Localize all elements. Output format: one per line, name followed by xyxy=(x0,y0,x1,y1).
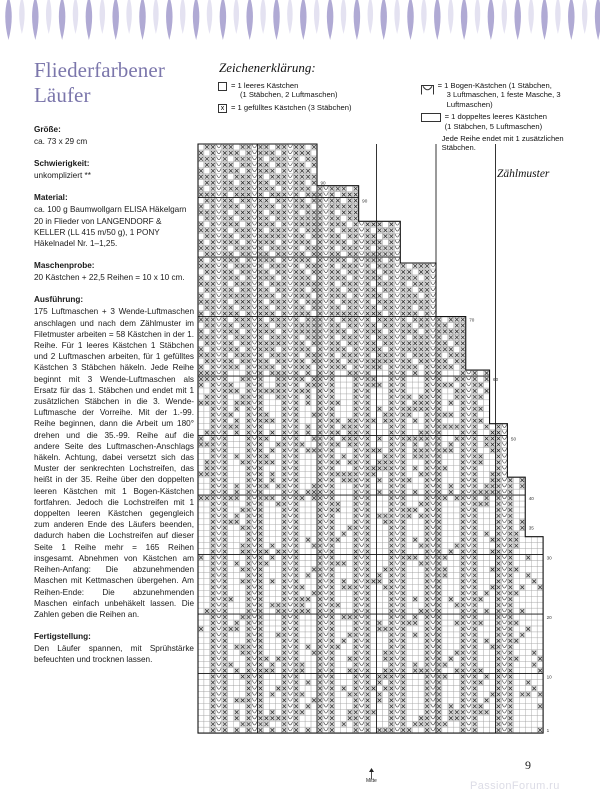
chart-grid xyxy=(196,142,596,762)
page-title xyxy=(34,58,194,108)
filled-x-box-icon: x xyxy=(218,104,227,113)
legend-entry-text: = 1 gefülltes Kästchen (3 Stäbchen) xyxy=(231,102,352,112)
svg-text:90: 90 xyxy=(320,180,326,186)
svg-text:50: 50 xyxy=(510,436,517,442)
section-body: Den Läufer spannen, mit Sprühstärke befeuchten und trocknen lassen. xyxy=(34,644,194,665)
legend-entry-empty-box xyxy=(218,81,407,100)
filet-crochet-chart xyxy=(196,142,596,762)
section-heading: Maschenprobe: xyxy=(34,261,95,271)
svg-text:10: 10 xyxy=(546,674,552,680)
svg-text:60: 60 xyxy=(493,376,499,382)
section-fertigstellung xyxy=(34,631,194,665)
section-body: 175 Luftmaschen + 3 Wende-Luftmaschen anschlagen und nach dem Zählmuster im Filetmuster arbeiten = 58 Kästchen in der 1. Reihe. Für 1 leeres Kästchen 1 Stäbchen und 2 Luftmaschen arbeiten, für 1 gefülltes Kästchen 3 Stäbchen häkeln. Jede Reihe beginnt mit 3 Wende-Luftmaschen als Ersatz für das 1. Stäbchen und endet mit 1 zusätzlichen Stäbchen in die 3. Wende-Luftmasche der Vorreihe. Mit der 1.-99. Reihe beginnen, dann die Arbeit um 180° drehen und die 35.-99. Reihe auf die andere Seite des Luftmaschen-Anschlags häkeln. Achtung, dabei versetzt sich das Muster der senkrechten Lochstreifen, das heißt in der 35. Reihe über den doppelten leeren Kästchen mit 1 Bogen-Kästchen fortfahren. Jedoch die Lochstreifen mit 1 doppelten leeren Kästchen gegengleich zum anderen Ende des Läufers beenden, dadurch haben die Lochstreifen auf dieser Seite 1 Reihe mehr = 165 Reihen insgesamt. Abnehmen von Kästchen am Reihen-Anfang: Die abzunehmenden Maschen mit Kettmaschen übergehen. Am Reihen-Ende: Die abzunehmenden Maschen einfach unbehäkelt lassen. Die Zahlen geben die Reihen an. xyxy=(34,307,194,619)
legend-entry-text: = 1 doppeltes leeres Kästchen xyxy=(444,112,547,122)
svg-text:35: 35 xyxy=(528,525,534,531)
banner-pattern xyxy=(0,0,600,42)
legend-note: Jede Reihe endet mit 1 zusätzlichen Stäbchen. xyxy=(441,134,564,153)
section-body: ca. 100 g Baumwollgarn ELISA Häkelgarn 20 in Flieder von LANGENDORF & KELLER (LL 415 m/50 g), 1 PONY Häkelnadel Nr. 1–1,25. xyxy=(34,205,187,249)
empty-box-icon xyxy=(218,82,227,91)
chart-center-label: Mitte xyxy=(366,778,377,784)
page-title-line2: Läufer xyxy=(34,83,91,107)
page-number: 9 xyxy=(525,758,531,772)
section-material xyxy=(34,192,194,249)
svg-text:70: 70 xyxy=(469,317,475,323)
section-heading: Schwierigkeit: xyxy=(34,159,90,169)
legend-entry-text: = 1 Bogen-Kästchen (1 Stäbchen, xyxy=(437,81,552,90)
double-empty-box-icon xyxy=(421,113,441,122)
article-text-column xyxy=(34,58,194,677)
section-heading: Ausführung: xyxy=(34,295,84,305)
section-body: unkompliziert ** xyxy=(34,171,91,181)
legend-entry-subtext: 3 Luftmaschen, 1 feste Masche, 3 Luftmaschen) xyxy=(446,90,561,109)
arc-box-icon xyxy=(421,82,434,100)
legend-entry-subtext: (1 Stäbchen, 5 Luftmaschen) xyxy=(444,121,543,131)
section-heading: Fertigstellung: xyxy=(34,632,91,642)
legend-entry-arc-box xyxy=(421,81,590,109)
section-ausfuehrung xyxy=(34,294,194,620)
page-title-line1: Fliederfarbener xyxy=(34,58,165,82)
svg-text:1: 1 xyxy=(546,727,550,733)
legend-entry-x-box xyxy=(218,103,407,113)
section-schwierigkeit xyxy=(34,158,194,181)
legend-entry-wide-empty-box xyxy=(421,112,590,131)
chart-center-marker xyxy=(366,768,377,784)
svg-text:90: 90 xyxy=(362,198,368,204)
section-heading: Material: xyxy=(34,193,68,203)
legend-entry-subtext: (1 Stäbchen, 2 Luftmaschen) xyxy=(240,90,338,100)
watermark: PassionForum.ru xyxy=(470,780,560,792)
legend-entry-text: = 1 leeres Kästchen xyxy=(231,81,299,90)
section-heading: Größe: xyxy=(34,125,61,134)
section-body: ca. 73 x 29 cm xyxy=(34,137,88,146)
svg-text:30: 30 xyxy=(546,555,552,561)
section-groesse xyxy=(34,124,194,147)
decorative-top-banner xyxy=(0,0,600,42)
svg-text:20: 20 xyxy=(546,614,552,620)
legend xyxy=(218,60,590,153)
chart-caption: Zählmuster xyxy=(497,168,550,180)
section-body: 20 Kästchen + 22,5 Reihen = 10 x 10 cm. xyxy=(34,273,185,283)
svg-text:40: 40 xyxy=(528,495,534,501)
legend-title: Zeichenerklärung: xyxy=(219,60,316,75)
section-maschenprobe xyxy=(34,260,194,283)
